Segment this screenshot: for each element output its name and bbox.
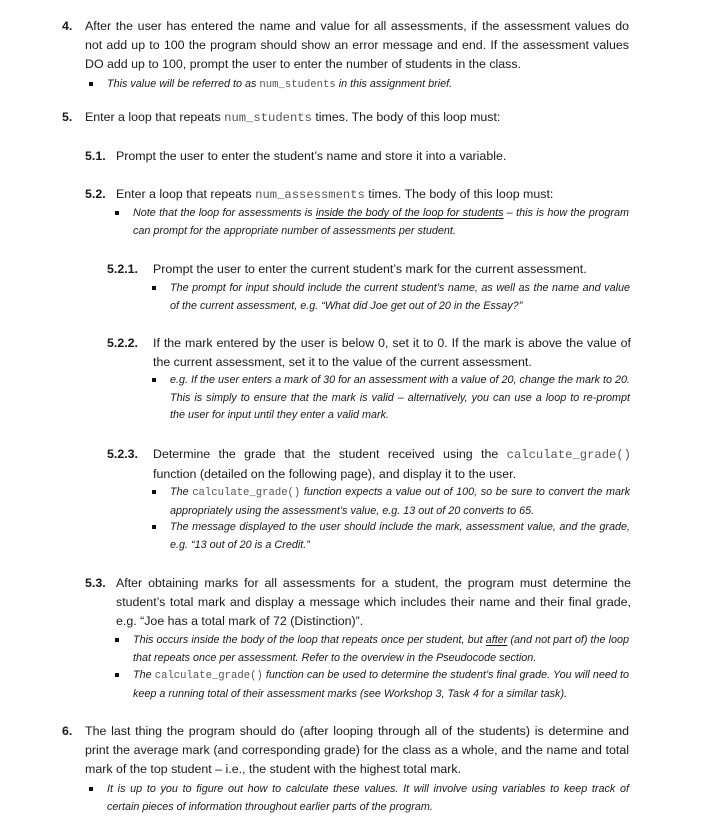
- section-5-2-1: [107, 260, 635, 312]
- section-5-2-3: [107, 445, 635, 551]
- bullet-item: Note that the loop for assessments is inside the body of the loop for students – this is how the program can prompt for the appropriate number of assessments per student.: [133, 205, 629, 240]
- section-text: The last thing the program should do (after looping through all of the students) is determine and print the average mark (and corresponding grade) for the class as a whole, and the name and total mark of the top student – i.e., the student with the highest total mark.: [85, 724, 629, 776]
- bullet-icon: [152, 490, 156, 494]
- section-number: 5.2.1.: [107, 262, 139, 276]
- bullet-icon: [89, 787, 93, 791]
- section-5: [62, 108, 634, 128]
- section-text: Determine the grade that the student received using the calculate_grade() function (detailed on the following page), and display it to the user.: [153, 447, 631, 481]
- bullet-item: This value will be referred to as num_students in this assignment brief.: [107, 76, 627, 95]
- section-number: 5.2.2.: [107, 336, 139, 350]
- bullet-icon: [115, 211, 119, 215]
- bullet-icon: [152, 286, 156, 290]
- bullet-item: The calculate_grade() function expects a value out of 100, so be sure to convert the mark appropriately using the assessment’s value, e.g. 13 out of 20 converts to 65.: [170, 484, 630, 520]
- section-text: Enter a loop that repeats num_assessments times. The body of this loop must:: [116, 187, 554, 202]
- section-4: [62, 17, 634, 91]
- bullet-item: It is up to you to figure out how to calculate these values. It will involve using variables to keep track of certain pieces of information throughout earlier parts of the program.: [107, 781, 629, 816]
- code-num-students: num_students: [259, 79, 336, 91]
- bullet-item: This occurs inside the body of the loop that repeats once per student, but after (and not part of) the loop that repeats once per assessment. Refer to the overview in the Pseudocode section.: [133, 632, 629, 667]
- code-num-students: num_students: [224, 111, 312, 125]
- code-num-assessments: num_assessments: [255, 188, 365, 202]
- code-calculate-grade: calculate_grade(): [192, 487, 301, 499]
- bullet-icon: [152, 378, 156, 382]
- section-5-2-2: [107, 334, 635, 421]
- section-number: 5.2.: [85, 187, 106, 201]
- bullet-item: The calculate_grade() function can be used to determine the student’s final grade. You will need to keep a running total of their assessment marks (see Workshop 3, Task 4 for a similar task).: [133, 667, 629, 703]
- bullet-item: The message displayed to the user should include the mark, assessment value, and the grade, e.g. “13 out of 20 is a Credit.”: [170, 519, 630, 554]
- section-number: 5.3.: [85, 576, 106, 590]
- section-text: Enter a loop that repeats num_students times. The body of this loop must:: [85, 110, 501, 125]
- bullet-icon: [89, 82, 93, 86]
- section-number: 4.: [62, 19, 73, 33]
- bullet-icon: [115, 673, 119, 677]
- section-6: [62, 722, 634, 813]
- section-number: 5.: [62, 110, 73, 124]
- bullet-item: e.g. If the user enters a mark of 30 for an assessment with a value of 20, change the mark to 20. This is simply to ensure that the mark is valid – alternatively, you can use a loop to re-prompt the user for input until they enter a valid mark.: [170, 372, 630, 425]
- bullet-item: The prompt for input should include the current student’s name, as well as the name and value of the current assessment, e.g. “What did Joe get out of 20 in the Essay?”: [170, 280, 630, 315]
- section-5-3: [85, 574, 635, 700]
- section-5-2: [85, 185, 635, 237]
- section-number: 5.2.3.: [107, 447, 139, 461]
- section-text: Prompt the user to enter the student’s name and store it into a variable.: [116, 149, 507, 163]
- section-text: After the user has entered the name and value for all assessments, if the assessment values do not add up to 100 the program should show an error message and end. If the assessment values DO add up to 100, prompt the user to enter the number of students in the class.: [85, 19, 629, 71]
- underlined-text: inside the body of the loop for students: [315, 207, 504, 219]
- code-calculate-grade: calculate_grade(): [506, 448, 631, 462]
- bullet-icon: [115, 638, 119, 642]
- section-text: After obtaining marks for all assessments for a student, the program must determine the student’s total mark and display a message which includes their name and their final grade, e.g. “Joe has a total mark of 72 (Distinction)”.: [116, 576, 631, 628]
- bullet-icon: [152, 525, 156, 529]
- section-text: Prompt the user to enter the current student’s mark for the current assessment.: [153, 262, 587, 276]
- section-number: 5.1.: [85, 149, 106, 163]
- underlined-text: after: [485, 634, 508, 646]
- section-5-1: [85, 147, 635, 166]
- section-text: If the mark entered by the user is below 0, set it to 0. If the mark is above the value of the current assessment, set it to the value of the current assessment.: [153, 336, 631, 369]
- code-calculate-grade: calculate_grade(): [154, 670, 263, 682]
- section-number: 6.: [62, 724, 73, 738]
